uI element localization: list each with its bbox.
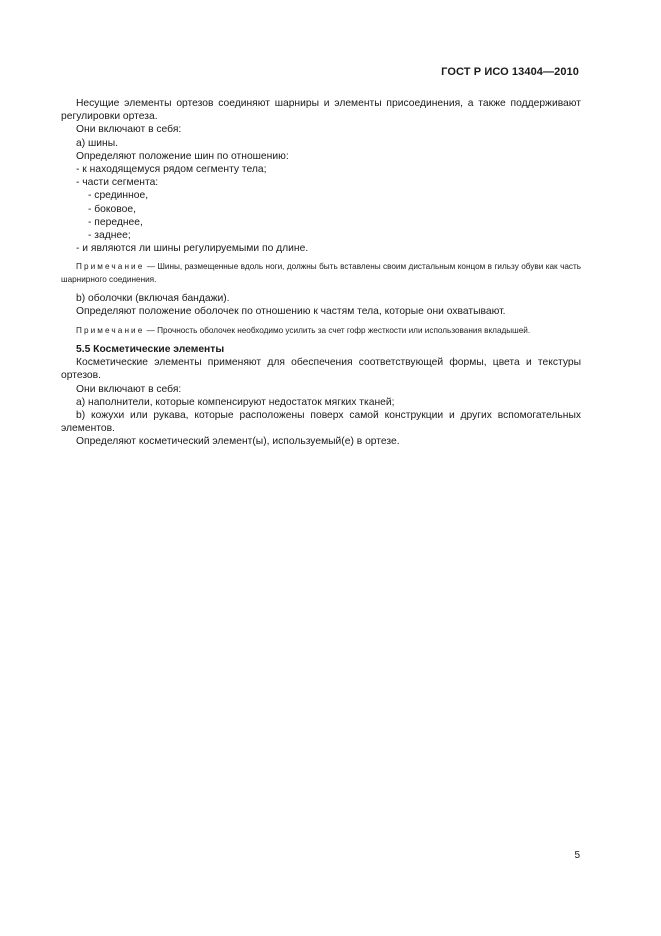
paragraph-includes: Они включают в себя: (76, 124, 182, 136)
note-splints (61, 261, 581, 286)
note-text: — Прочность оболочек необходимо усилить за счет гофр жесткости или использования вкладышей. (144, 325, 531, 335)
dash-subitem-posterior: - заднее; (88, 230, 131, 242)
paragraph-cosmetic-elements: Косметические элементы применяют для обеспечения соответствующей формы, цвета и текстуры ортезов. (61, 357, 581, 382)
dash-subitem-lateral: - боковое, (88, 203, 136, 215)
note-label: Примечание (76, 325, 145, 335)
document-code-header: ГОСТ Р ИСО 13404—2010 (441, 66, 579, 78)
list-item-a-fillers: а) наполнители, которые компенсируют недостаток мягких тканей; (76, 396, 395, 408)
document-body (61, 97, 581, 449)
section-heading-cosmetic: 5.5 Косметические элементы (76, 344, 225, 356)
list-item-b-shells: b) оболочки (включая бандажи). (76, 293, 230, 305)
note-label: Примечание (76, 262, 145, 272)
note-shells (61, 325, 581, 337)
list-item-b-covers: b) кожухи или рукава, которые расположены поверх самой конструкции и других вспомогательных элементов. (61, 410, 581, 435)
dash-item-segment-parts: - части сегмента: (76, 177, 159, 189)
dash-subitem-medial: - срединное, (88, 190, 149, 202)
page-number: 5 (574, 850, 580, 861)
paragraph-bearing-elements: Несущие элементы ортезов соединяют шарниры и элементы присоединения, а также поддерживают регулировки ортеза. (61, 98, 581, 123)
dash-item-adjustable-length: - и являются ли шины регулируемыми по длине. (76, 243, 309, 255)
paragraph-includes-2: Они включают в себя: (76, 383, 182, 395)
paragraph-splint-position: Определяют положение шин по отношению: (76, 150, 289, 162)
note-text: — Шины, размещенные вдоль ноги, должны быть вставлены своим дистальным концом в гильзу обуви как часть шарнирного соединения. (61, 262, 581, 284)
list-item-a-splints: а) шины. (76, 137, 118, 149)
paragraph-cosmetic-define: Определяют косметический элемент(ы), используемый(е) в ортезе. (76, 436, 400, 448)
dash-item-adjacent-segment: - к находящемуся рядом сегменту тела; (76, 164, 267, 176)
paragraph-shell-position: Определяют положение оболочек по отношению к частям тела, которые они охватывают. (76, 306, 506, 318)
dash-subitem-anterior: - переднее, (88, 216, 143, 228)
